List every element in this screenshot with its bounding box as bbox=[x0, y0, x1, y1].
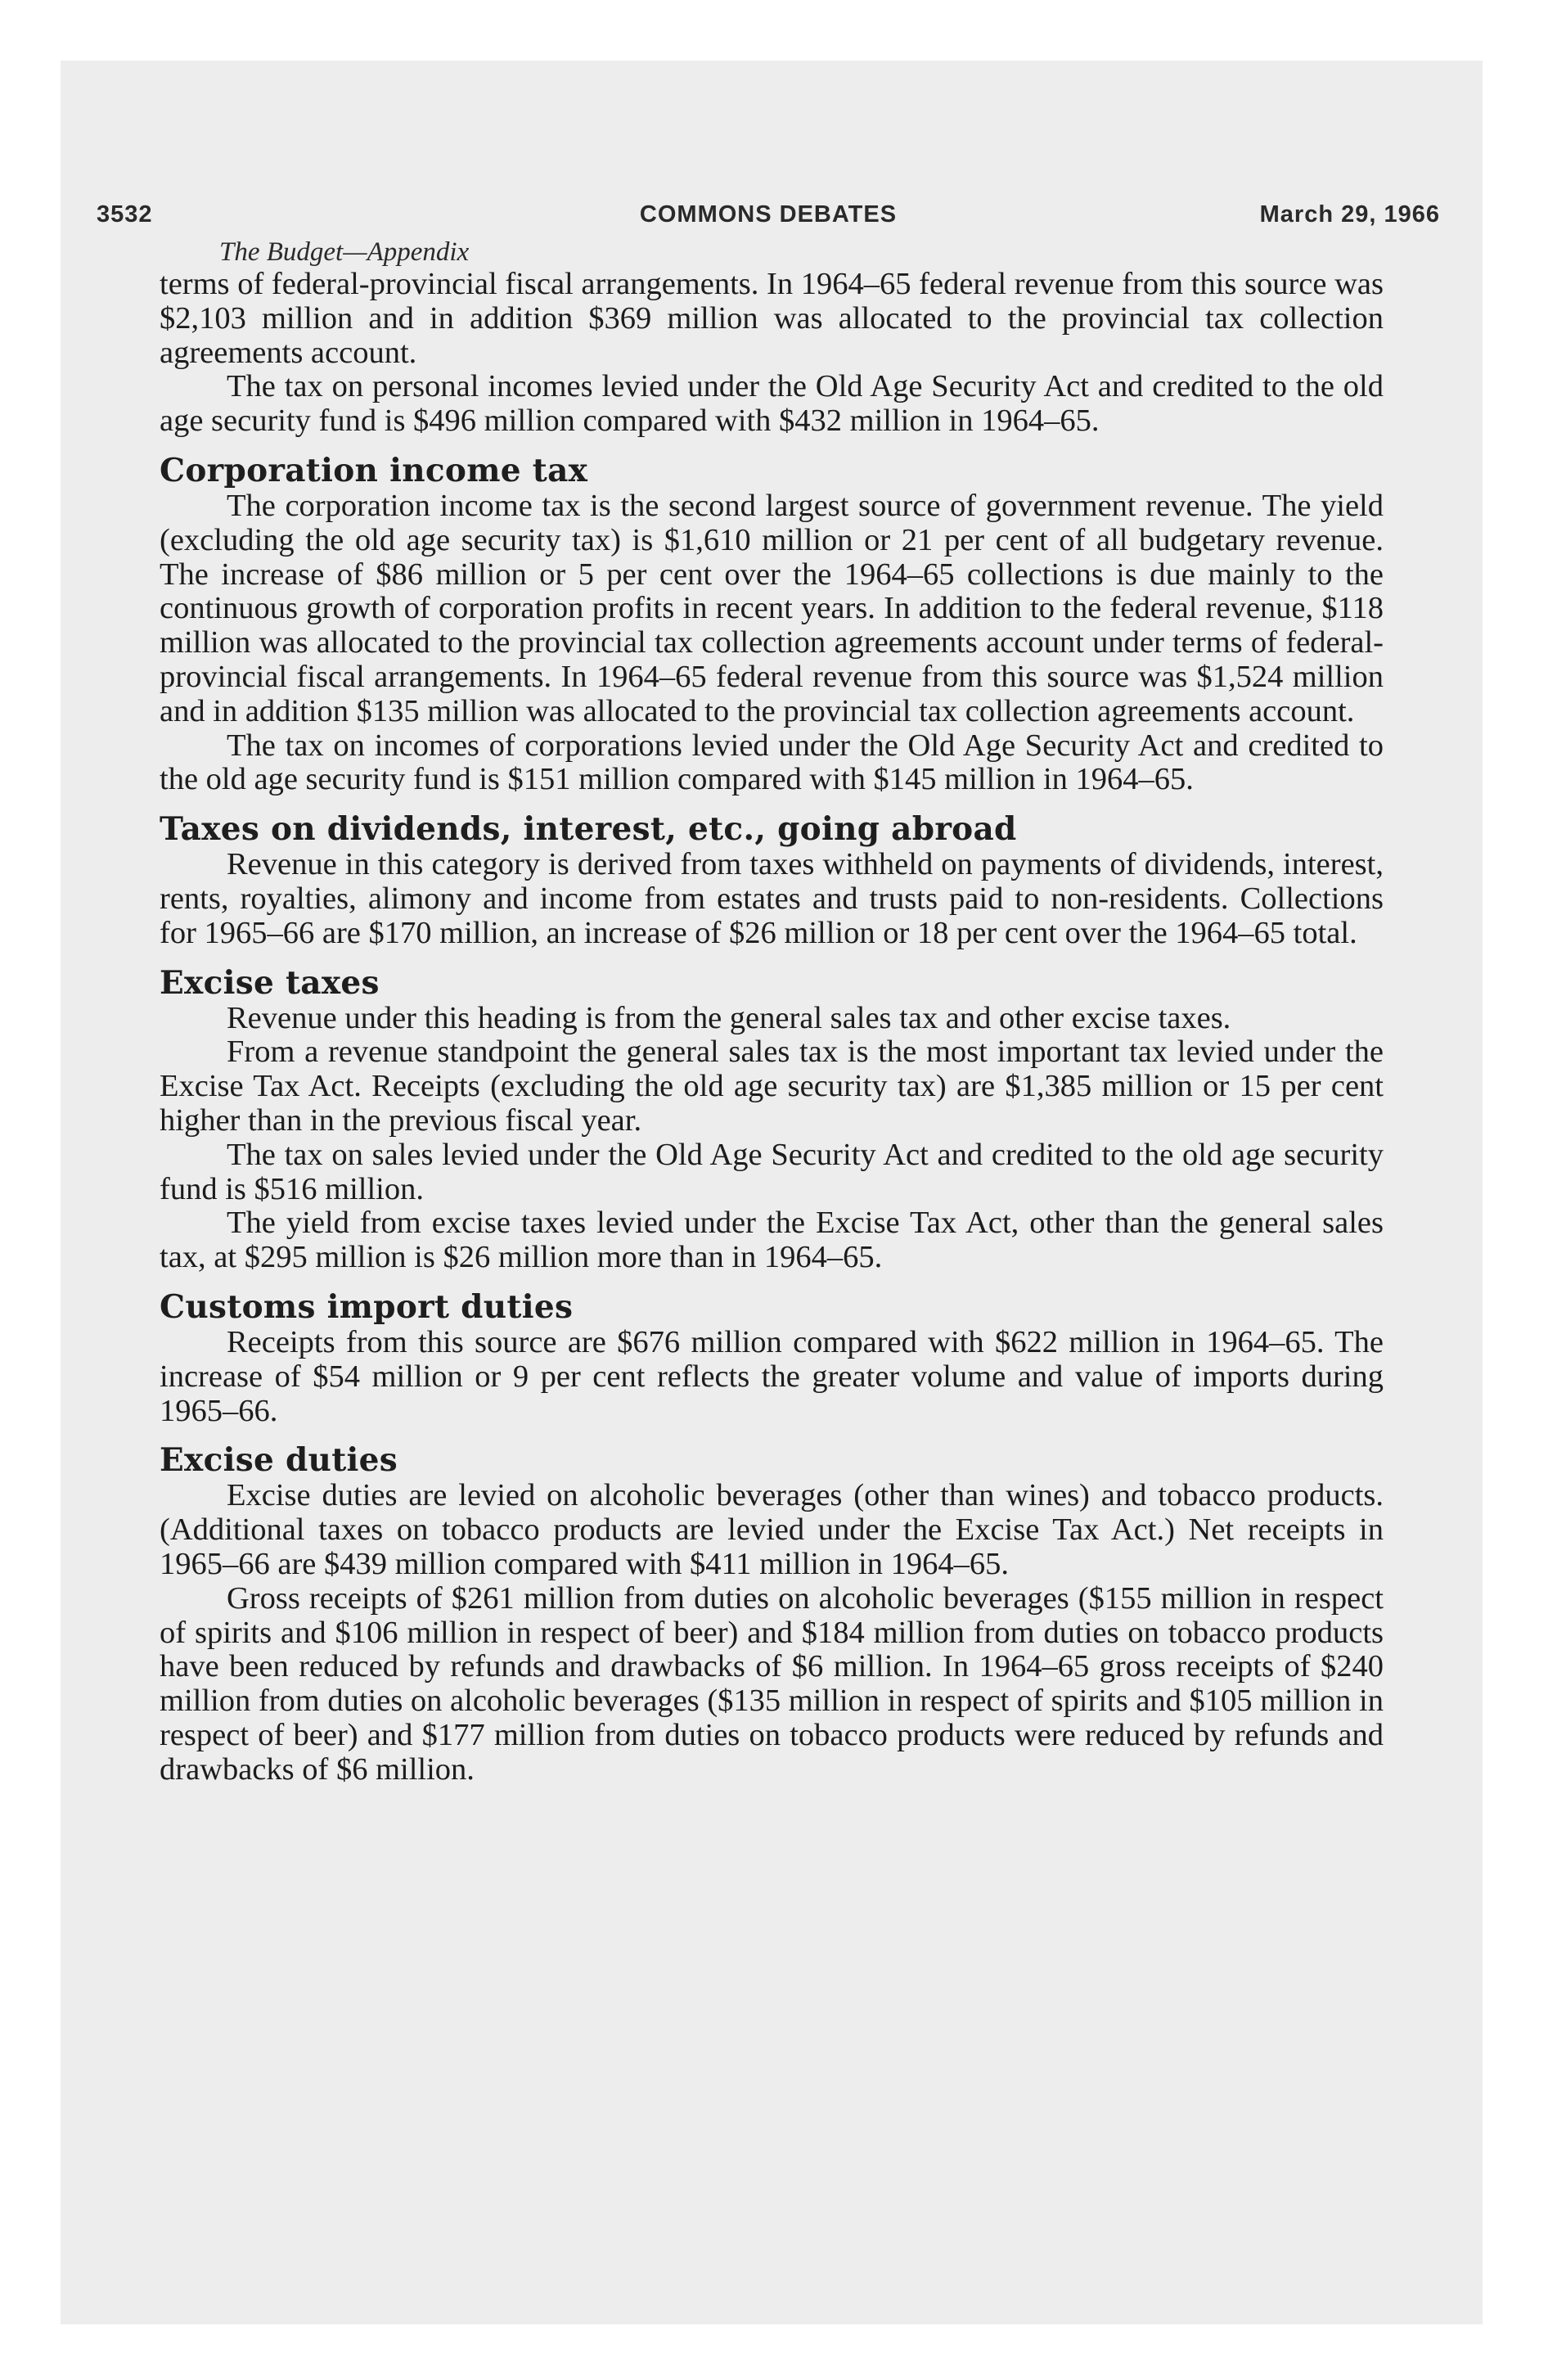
paragraph: The tax on incomes of corporations levied under the Old Age Security Act and credited to the old age security fund is $151 million compared with $145 million in 1964–65. bbox=[160, 728, 1384, 797]
article-body bbox=[160, 268, 1384, 1787]
page-header bbox=[97, 196, 1440, 232]
paragraph: The corporation income tax is the second largest source of government revenue. The yield (excluding the old age security tax) is $1,610 million or 21 per cent of all budgetary revenue. The increase of $86 million or 5 per cent over the 1964–65 collections is due mainly to the continuous growth of corporation profits in recent years. In addition to the federal revenue, $118 million was allocated to the provincial tax collection agreements account under terms of federal-provincial fiscal arrangements. In 1964–65 federal revenue from this source was $1,524 million and in addition $135 million was allocated to the provincial tax collection agreements account. bbox=[160, 488, 1384, 728]
section-heading-excise-taxes: Excise taxes bbox=[160, 963, 380, 1002]
paragraph: Receipts from this source are $676 million compared with $622 million in 1964–65. The increase of $54 million or 9 per cent reflects the greater volume and value of imports during 1965–66. bbox=[160, 1324, 1384, 1428]
running-head: The Budget—Appendix bbox=[219, 237, 470, 267]
paragraph: From a revenue standpoint the general sales tax is the most important tax levied under the Excise Tax Act. Receipts (excluding the old age security tax) are $1,385 million or 15 per cent higher than in the previous fiscal year. bbox=[160, 1034, 1384, 1138]
paragraph: The tax on personal incomes levied under the Old Age Security Act and credited to the old age security fund is $496 million compared with $432 million in 1964–65. bbox=[160, 369, 1384, 439]
paragraph: Revenue in this category is derived from taxes withheld on payments of dividends, interest, rents, royalties, alimony and income from estates and trusts paid to non-residents. Collections for 1965–66 are $170 million, an increase of $26 million or 18 per cent over the 1964–65 total. bbox=[160, 847, 1384, 950]
publication-title: COMMONS DEBATES bbox=[639, 201, 898, 228]
page-number: 3532 bbox=[97, 201, 153, 228]
section-heading-corporation-income-tax: Corporation income tax bbox=[160, 451, 588, 489]
issue-date: March 29, 1966 bbox=[1259, 201, 1440, 228]
section-heading-excise-duties: Excise duties bbox=[160, 1441, 398, 1480]
section-heading-taxes-on-dividends: Taxes on dividends, interest, etc., going abroad bbox=[160, 810, 1017, 849]
paragraph: Excise duties are levied on alcoholic beverages (other than wines) and tobacco products. (Additional taxes on tobacco products are levied under the Excise Tax Act.) Net receipts in 1965–66 are $439 million compared with $411 million in 1964–65. bbox=[160, 1478, 1384, 1581]
paragraph: The tax on sales levied under the Old Age Security Act and credited to the old age security fund is $516 million. bbox=[160, 1137, 1384, 1206]
paragraph: The yield from excise taxes levied under the Excise Tax Act, other than the general sales tax, at $295 million is $26 million more than in 1964–65. bbox=[160, 1206, 1384, 1275]
paragraph: Gross receipts of $261 million from duties on alcoholic beverages ($155 million in respect of spirits and $106 million in respect of beer) and $184 million from duties on tobacco products have been reduced by refunds and drawbacks of $6 million. In 1964–65 gross receipts of $240 million from duties on alcoholic beverages ($135 million in respect of spirits and $105 million in respect of beer) and $177 million from duties on tobacco products were reduced by refunds and drawbacks of $6 million. bbox=[160, 1580, 1384, 1787]
paragraph: Revenue under this heading is from the general sales tax and other excise taxes. bbox=[227, 1000, 1231, 1035]
section-heading-customs-import-duties: Customs import duties bbox=[160, 1287, 574, 1326]
paragraph: terms of federal-provincial fiscal arrangements. In 1964–65 federal revenue from this source was $2,103 million and in addition $369 million was allocated to the provincial tax collection agreements account. bbox=[160, 267, 1384, 370]
